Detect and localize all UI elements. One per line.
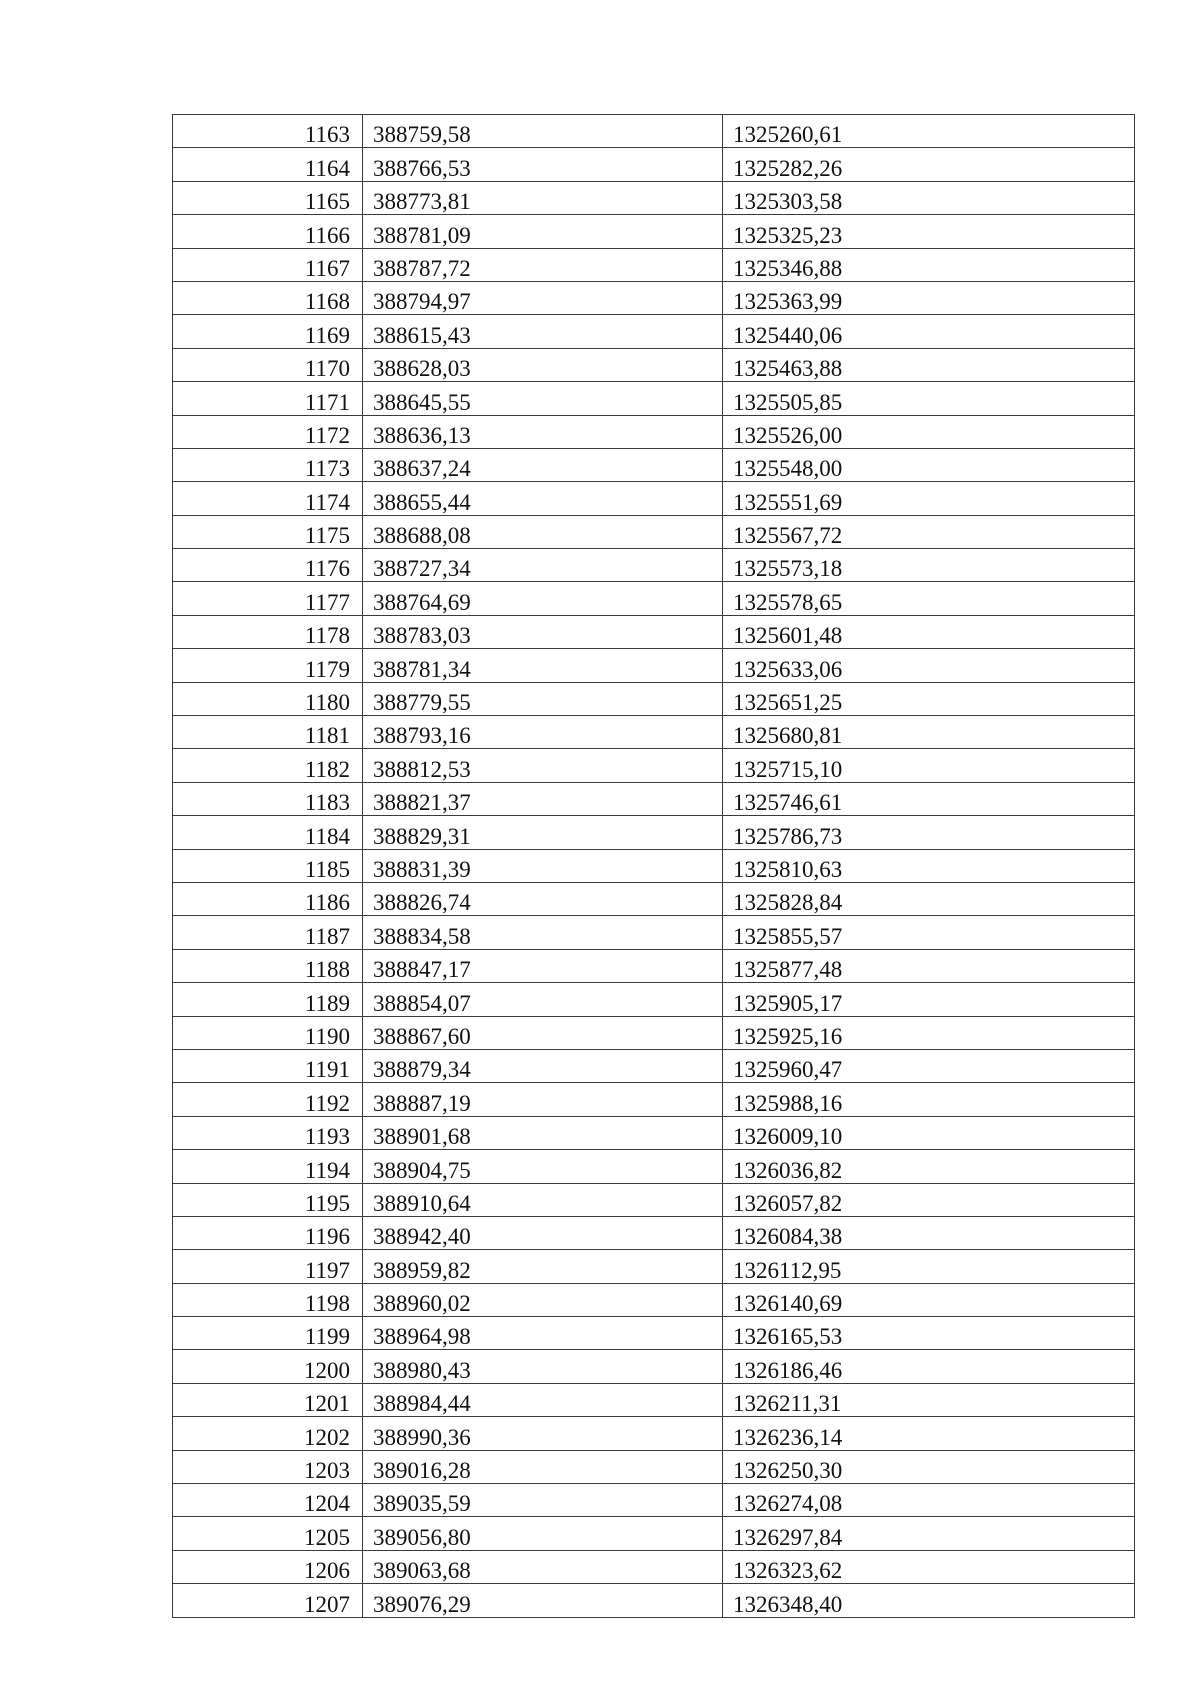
y-coordinate-cell: 1325346,88 — [723, 248, 1135, 281]
y-coordinate-cell: 1325548,00 — [723, 448, 1135, 481]
y-coordinate-cell: 1326140,69 — [723, 1283, 1135, 1316]
table-row — [173, 1283, 1135, 1316]
x-coordinate-cell: 388831,39 — [363, 849, 723, 882]
table-row — [173, 315, 1135, 348]
x-coordinate-cell: 388964,98 — [363, 1317, 723, 1350]
x-coordinate-cell: 388759,58 — [363, 115, 723, 148]
table-row — [173, 549, 1135, 582]
x-coordinate-cell: 388960,02 — [363, 1283, 723, 1316]
point-number-cell: 1199 — [173, 1317, 363, 1350]
table-row — [173, 582, 1135, 615]
coordinates-table — [172, 114, 1135, 1618]
point-number-cell: 1205 — [173, 1517, 363, 1550]
table-row — [173, 782, 1135, 815]
x-coordinate-cell: 388781,34 — [363, 649, 723, 682]
table-row — [173, 682, 1135, 715]
x-coordinate-cell: 388904,75 — [363, 1150, 723, 1183]
point-number-cell: 1186 — [173, 882, 363, 915]
x-coordinate-cell: 388847,17 — [363, 949, 723, 982]
y-coordinate-cell: 1325551,69 — [723, 482, 1135, 515]
table-row — [173, 115, 1135, 148]
point-number-cell: 1204 — [173, 1484, 363, 1517]
x-coordinate-cell: 388812,53 — [363, 749, 723, 782]
table-row — [173, 1450, 1135, 1483]
point-number-cell: 1196 — [173, 1216, 363, 1249]
point-number-cell: 1183 — [173, 782, 363, 815]
table-row — [173, 148, 1135, 181]
point-number-cell: 1165 — [173, 181, 363, 214]
point-number-cell: 1178 — [173, 615, 363, 648]
table-row — [173, 215, 1135, 248]
x-coordinate-cell: 388980,43 — [363, 1350, 723, 1383]
x-coordinate-cell: 388688,08 — [363, 515, 723, 548]
table-row — [173, 1484, 1135, 1517]
y-coordinate-cell: 1325925,16 — [723, 1016, 1135, 1049]
table-row — [173, 515, 1135, 548]
x-coordinate-cell: 389016,28 — [363, 1450, 723, 1483]
point-number-cell: 1177 — [173, 582, 363, 615]
x-coordinate-cell: 388910,64 — [363, 1183, 723, 1216]
point-number-cell: 1197 — [173, 1250, 363, 1283]
table-row — [173, 816, 1135, 849]
y-coordinate-cell: 1326084,38 — [723, 1216, 1135, 1249]
y-coordinate-cell: 1326009,10 — [723, 1116, 1135, 1149]
table-row — [173, 1550, 1135, 1583]
coordinates-table-body — [173, 115, 1135, 1618]
y-coordinate-cell: 1325282,26 — [723, 148, 1135, 181]
table-row — [173, 916, 1135, 949]
table-row — [173, 1350, 1135, 1383]
table-row — [173, 482, 1135, 515]
point-number-cell: 1164 — [173, 148, 363, 181]
x-coordinate-cell: 388821,37 — [363, 782, 723, 815]
x-coordinate-cell: 389056,80 — [363, 1517, 723, 1550]
table-row — [173, 949, 1135, 982]
x-coordinate-cell: 388779,55 — [363, 682, 723, 715]
y-coordinate-cell: 1325810,63 — [723, 849, 1135, 882]
table-row — [173, 1049, 1135, 1082]
y-coordinate-cell: 1326297,84 — [723, 1517, 1135, 1550]
x-coordinate-cell: 388901,68 — [363, 1116, 723, 1149]
x-coordinate-cell: 388773,81 — [363, 181, 723, 214]
x-coordinate-cell: 388794,97 — [363, 281, 723, 314]
point-number-cell: 1194 — [173, 1150, 363, 1183]
x-coordinate-cell: 388628,03 — [363, 348, 723, 381]
y-coordinate-cell: 1325440,06 — [723, 315, 1135, 348]
x-coordinate-cell: 388990,36 — [363, 1417, 723, 1450]
table-row — [173, 1150, 1135, 1183]
y-coordinate-cell: 1325633,06 — [723, 649, 1135, 682]
x-coordinate-cell: 388645,55 — [363, 382, 723, 415]
y-coordinate-cell: 1326323,62 — [723, 1550, 1135, 1583]
y-coordinate-cell: 1325960,47 — [723, 1049, 1135, 1082]
table-row — [173, 348, 1135, 381]
y-coordinate-cell: 1326236,14 — [723, 1417, 1135, 1450]
point-number-cell: 1172 — [173, 415, 363, 448]
point-number-cell: 1166 — [173, 215, 363, 248]
point-number-cell: 1181 — [173, 716, 363, 749]
point-number-cell: 1202 — [173, 1417, 363, 1450]
y-coordinate-cell: 1325715,10 — [723, 749, 1135, 782]
x-coordinate-cell: 388766,53 — [363, 148, 723, 181]
y-coordinate-cell: 1325578,65 — [723, 582, 1135, 615]
y-coordinate-cell: 1326274,08 — [723, 1484, 1135, 1517]
point-number-cell: 1163 — [173, 115, 363, 148]
y-coordinate-cell: 1325905,17 — [723, 983, 1135, 1016]
point-number-cell: 1180 — [173, 682, 363, 715]
y-coordinate-cell: 1325828,84 — [723, 882, 1135, 915]
table-row — [173, 983, 1135, 1016]
x-coordinate-cell: 388636,13 — [363, 415, 723, 448]
table-row — [173, 1250, 1135, 1283]
y-coordinate-cell: 1325651,25 — [723, 682, 1135, 715]
point-number-cell: 1207 — [173, 1584, 363, 1617]
y-coordinate-cell: 1326348,40 — [723, 1584, 1135, 1617]
x-coordinate-cell: 388655,44 — [363, 482, 723, 515]
point-number-cell: 1179 — [173, 649, 363, 682]
point-number-cell: 1203 — [173, 1450, 363, 1483]
x-coordinate-cell: 388879,34 — [363, 1049, 723, 1082]
point-number-cell: 1185 — [173, 849, 363, 882]
point-number-cell: 1174 — [173, 482, 363, 515]
point-number-cell: 1189 — [173, 983, 363, 1016]
y-coordinate-cell: 1325325,23 — [723, 215, 1135, 248]
y-coordinate-cell: 1325855,57 — [723, 916, 1135, 949]
x-coordinate-cell: 388834,58 — [363, 916, 723, 949]
point-number-cell: 1201 — [173, 1383, 363, 1416]
x-coordinate-cell: 388867,60 — [363, 1016, 723, 1049]
point-number-cell: 1192 — [173, 1083, 363, 1116]
x-coordinate-cell: 388764,69 — [363, 582, 723, 615]
point-number-cell: 1182 — [173, 749, 363, 782]
x-coordinate-cell: 388615,43 — [363, 315, 723, 348]
y-coordinate-cell: 1326165,53 — [723, 1317, 1135, 1350]
y-coordinate-cell: 1326211,31 — [723, 1383, 1135, 1416]
x-coordinate-cell: 388793,16 — [363, 716, 723, 749]
point-number-cell: 1206 — [173, 1550, 363, 1583]
table-row — [173, 1383, 1135, 1416]
y-coordinate-cell: 1326057,82 — [723, 1183, 1135, 1216]
point-number-cell: 1191 — [173, 1049, 363, 1082]
table-row — [173, 1083, 1135, 1116]
y-coordinate-cell: 1325601,48 — [723, 615, 1135, 648]
y-coordinate-cell: 1325505,85 — [723, 382, 1135, 415]
table-row — [173, 1517, 1135, 1550]
point-number-cell: 1171 — [173, 382, 363, 415]
point-number-cell: 1187 — [173, 916, 363, 949]
point-number-cell: 1193 — [173, 1116, 363, 1149]
x-coordinate-cell: 388787,72 — [363, 248, 723, 281]
y-coordinate-cell: 1326250,30 — [723, 1450, 1135, 1483]
point-number-cell: 1168 — [173, 281, 363, 314]
table-row — [173, 1183, 1135, 1216]
table-row — [173, 1116, 1135, 1149]
point-number-cell: 1195 — [173, 1183, 363, 1216]
x-coordinate-cell: 388959,82 — [363, 1250, 723, 1283]
x-coordinate-cell: 388781,09 — [363, 215, 723, 248]
x-coordinate-cell: 388887,19 — [363, 1083, 723, 1116]
point-number-cell: 1167 — [173, 248, 363, 281]
point-number-cell: 1190 — [173, 1016, 363, 1049]
x-coordinate-cell: 389063,68 — [363, 1550, 723, 1583]
point-number-cell: 1188 — [173, 949, 363, 982]
y-coordinate-cell: 1325746,61 — [723, 782, 1135, 815]
y-coordinate-cell: 1325260,61 — [723, 115, 1135, 148]
point-number-cell: 1175 — [173, 515, 363, 548]
table-row — [173, 181, 1135, 214]
table-row — [173, 448, 1135, 481]
x-coordinate-cell: 389035,59 — [363, 1484, 723, 1517]
y-coordinate-cell: 1326112,95 — [723, 1250, 1135, 1283]
y-coordinate-cell: 1325680,81 — [723, 716, 1135, 749]
y-coordinate-cell: 1325786,73 — [723, 816, 1135, 849]
y-coordinate-cell: 1325463,88 — [723, 348, 1135, 381]
y-coordinate-cell: 1326036,82 — [723, 1150, 1135, 1183]
table-row — [173, 1417, 1135, 1450]
table-row — [173, 749, 1135, 782]
point-number-cell: 1173 — [173, 448, 363, 481]
x-coordinate-cell: 389076,29 — [363, 1584, 723, 1617]
x-coordinate-cell: 388826,74 — [363, 882, 723, 915]
table-row — [173, 849, 1135, 882]
y-coordinate-cell: 1325303,58 — [723, 181, 1135, 214]
table-row — [173, 281, 1135, 314]
point-number-cell: 1198 — [173, 1283, 363, 1316]
table-row — [173, 1016, 1135, 1049]
point-number-cell: 1169 — [173, 315, 363, 348]
table-row — [173, 1584, 1135, 1617]
y-coordinate-cell: 1326186,46 — [723, 1350, 1135, 1383]
point-number-cell: 1184 — [173, 816, 363, 849]
x-coordinate-cell: 388984,44 — [363, 1383, 723, 1416]
table-row — [173, 1216, 1135, 1249]
table-row — [173, 649, 1135, 682]
y-coordinate-cell: 1325877,48 — [723, 949, 1135, 982]
point-number-cell: 1176 — [173, 549, 363, 582]
table-row — [173, 415, 1135, 448]
point-number-cell: 1200 — [173, 1350, 363, 1383]
x-coordinate-cell: 388942,40 — [363, 1216, 723, 1249]
y-coordinate-cell: 1325573,18 — [723, 549, 1135, 582]
table-row — [173, 248, 1135, 281]
table-row — [173, 382, 1135, 415]
y-coordinate-cell: 1325988,16 — [723, 1083, 1135, 1116]
x-coordinate-cell: 388727,34 — [363, 549, 723, 582]
table-row — [173, 716, 1135, 749]
y-coordinate-cell: 1325363,99 — [723, 281, 1135, 314]
x-coordinate-cell: 388783,03 — [363, 615, 723, 648]
point-number-cell: 1170 — [173, 348, 363, 381]
table-row — [173, 615, 1135, 648]
table-row — [173, 1317, 1135, 1350]
x-coordinate-cell: 388637,24 — [363, 448, 723, 481]
x-coordinate-cell: 388854,07 — [363, 983, 723, 1016]
x-coordinate-cell: 388829,31 — [363, 816, 723, 849]
table-row — [173, 882, 1135, 915]
y-coordinate-cell: 1325526,00 — [723, 415, 1135, 448]
y-coordinate-cell: 1325567,72 — [723, 515, 1135, 548]
